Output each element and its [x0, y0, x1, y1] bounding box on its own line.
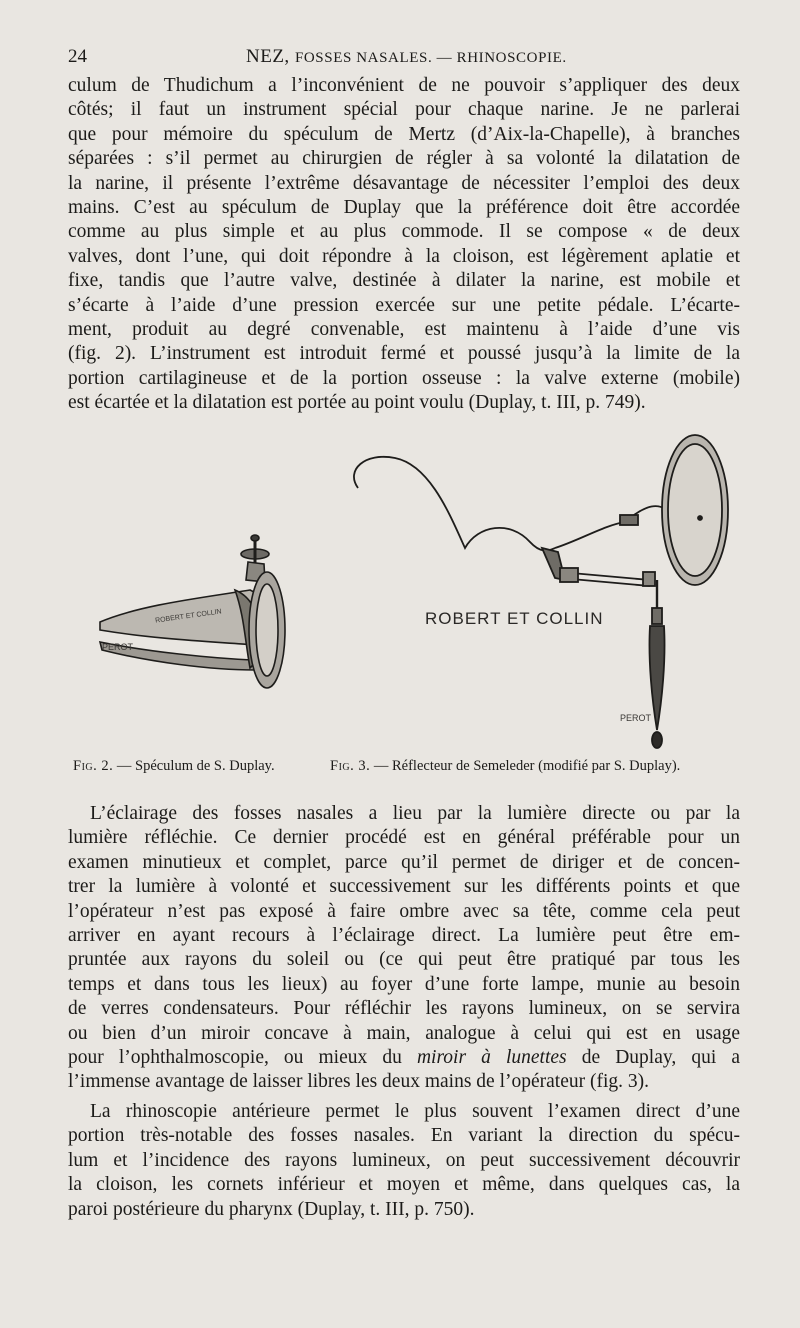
italic-term: miroir à lunettes — [416, 1047, 567, 1069]
text-line: valves, dont l’une, qui doit répondre à la cloison, est légèrement aplatie et — [68, 245, 740, 267]
text-line: l’opérateur n’est pas exposé à faire ombre avec sa tête, comme cela peut — [68, 900, 740, 922]
paragraph-eclairage — [68, 802, 740, 1095]
running-head-section: FOSSES NASALES. — RHINOSCOPIE. — [294, 50, 567, 66]
text-line: que pour mémoire du spéculum de Mertz (d’Aix-la-Chapelle), à branches — [68, 123, 740, 145]
caption-fig3-text: — Réflecteur de Semeleder (modifié par S. Duplay). — [373, 758, 681, 774]
caption-fig2-text: — Spéculum de S. Duplay. — [116, 758, 275, 774]
text-line: lum et l’incidence des rayons lumineux, on peut successivement découvrir — [68, 1149, 740, 1171]
text-fragment: pour l’ophthalmoscopie, ou mieux du — [68, 1047, 417, 1069]
text-line: trer la lumière à volonté et successivement sur les différents points et que — [68, 876, 740, 898]
text-line: séparées : s’il permet au chirurgien de régler à sa volonté la dilatation de — [68, 148, 740, 170]
text-line: est écartée et la dilatation est portée au point voulu (Duplay, t. III, p. 749). — [68, 392, 646, 414]
paragraph-rhinoscopie — [68, 1100, 740, 1222]
text-line: portion cartilagineuse et de la portion osseuse : la valve externe (mobile) — [68, 367, 740, 389]
perot-signature-fig3: PEROT — [620, 713, 652, 723]
text-line: culum de Thudichum a l’inconvénient de ne pouvoir s’appliquer des deux — [68, 75, 740, 96]
text-line: portion très-notable des fosses nasales. En variant la direction du spécu- — [68, 1125, 740, 1147]
text-fragment: de Duplay, qui a — [566, 1047, 740, 1069]
paragraph-speculum — [68, 74, 740, 416]
text-line: s’écarte à l’aide d’une pression exercée sur une petite pédale. L’écarte- — [68, 294, 740, 316]
figure-maker-label: ROBERT ET COLLIN — [425, 609, 604, 628]
text-line: fixe, tandis que l’autre valve, destinée à dilater la narine, est mobile et — [68, 270, 740, 292]
caption-fig3 — [330, 758, 680, 775]
page-number: 24 — [68, 46, 87, 67]
text-line: L’éclairage des fosses nasales a lieu par la lumière directe ou par la — [90, 803, 740, 824]
perot-signature-fig2: PEROT — [102, 642, 134, 652]
caption-fig3-prefix: Fig. 3. — [330, 758, 371, 774]
text-line: côtés; il faut un instrument spécial pour chaque narine. Je ne parlerai — [68, 99, 740, 121]
text-line: (fig. 2). L’instrument est introduit fermé et poussé jusqu’à la limite de la — [68, 343, 740, 365]
text-line: comme au plus simple et au plus commode. Il se compose « de deux — [68, 221, 740, 243]
running-head-nez: NEZ, — [246, 46, 290, 67]
text-line: paroi postérieure du pharynx (Duplay, t. III, p. 750). — [68, 1198, 475, 1220]
caption-fig2 — [73, 758, 275, 775]
text-line: temps et dans tous les lieux) au foyer d’une forte lampe, munie au besoin — [68, 973, 740, 995]
text-line: l’immense avantage de laisser libres les deux mains de l’opérateur (fig. 3). — [68, 1071, 650, 1093]
figure-illustration — [60, 430, 750, 760]
text-line: lumière réfléchie. Ce dernier procédé est en général préférable pour un — [68, 827, 740, 849]
page-header — [68, 46, 740, 76]
text-line: la narine, il présente l’extrême désavantage de nécessiter l’emploi des deux — [68, 172, 740, 194]
text-line: de verres condensateurs. Pour réfléchir les rayons lumineux, on se servira — [68, 998, 740, 1020]
text-line: La rhinoscopie antérieure permet le plus souvent l’examen direct d’une — [90, 1101, 740, 1122]
text-line — [68, 1046, 740, 1070]
running-head — [246, 46, 567, 68]
text-line: la cloison, les cornets inférieur et moyen et même, dans quelques cas, la — [68, 1174, 740, 1196]
text-line: ment, produit au degré convenable, est maintenu à l’aide d’une vis — [68, 319, 740, 341]
figure-plate — [60, 430, 750, 760]
text-line: ou bien d’un miroir concave à main, analogue à celui qui est en usage — [68, 1022, 740, 1044]
speculum-inscription: ROBERT ET COLLIN — [154, 608, 223, 625]
text-line: pruntée aux rayons du soleil ou (ce qui peut être pratiqué par tous les — [68, 949, 740, 971]
text-line: examen minutieux et complet, parce qu’il permet de diriger et de concen- — [68, 851, 740, 873]
caption-fig2-prefix: Fig. 2. — [73, 758, 114, 774]
reflector-drawing — [354, 435, 728, 748]
text-line: mains. C’est au spéculum de Duplay que la préférence doit être accordée — [68, 197, 740, 219]
text-line: arriver en ayant recours à l’éclairage direct. La lumière peut être em- — [68, 925, 740, 947]
